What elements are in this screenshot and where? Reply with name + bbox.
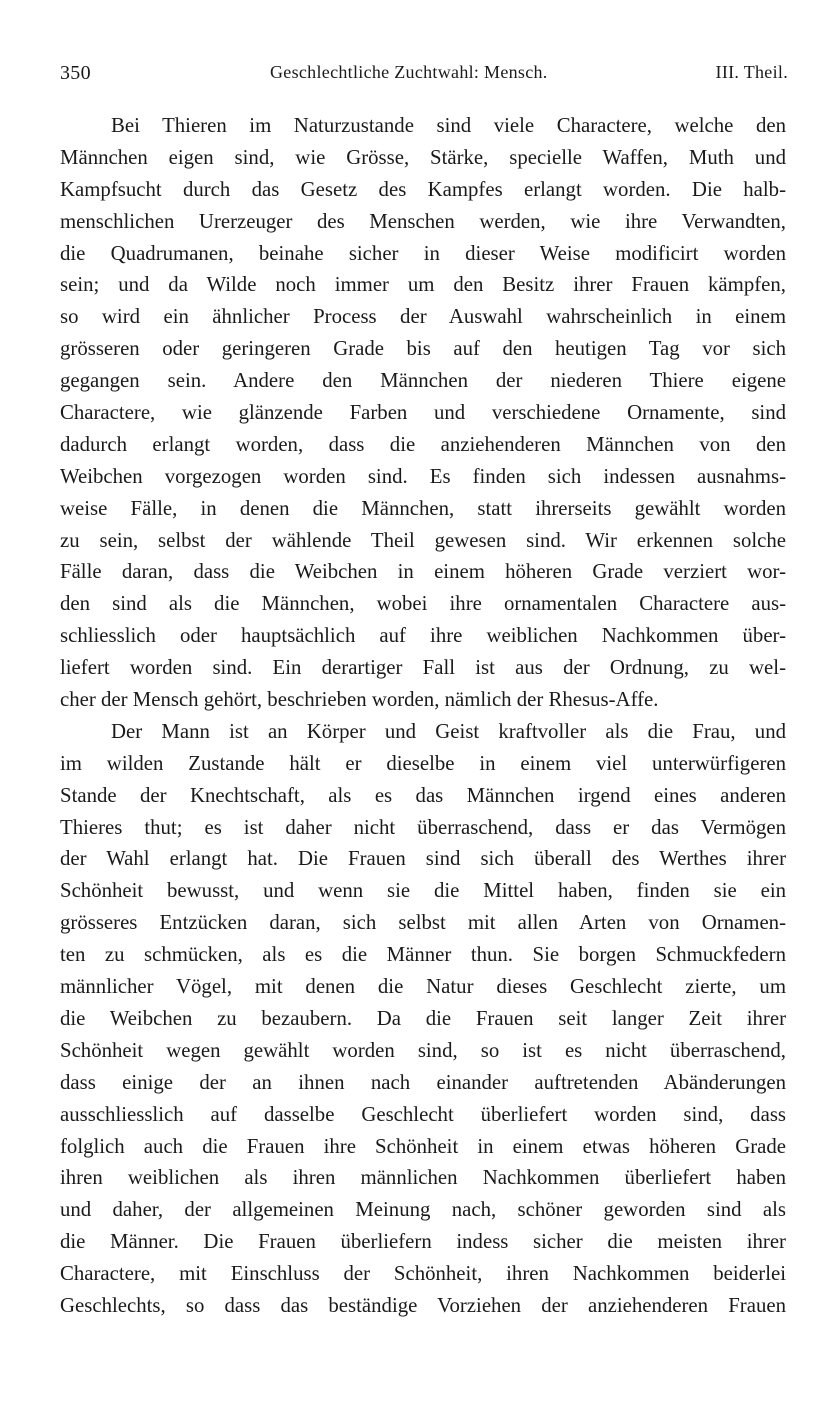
text-line: Charactere, mit Einschluss der Schönheit, ihren Nachkommen beiderlei	[60, 1262, 786, 1286]
text-line: Schönheit bewusst, und wenn sie die Mittel haben, finden sie ein	[60, 879, 786, 903]
text-line: folglich auch die Frauen ihre Schönheit in einem etwas höheren Grade	[60, 1134, 786, 1158]
text-line: und daher, der allgemeinen Meinung nach, schöner geworden sind als	[60, 1198, 786, 1222]
text-line: Bei Thieren im Naturzustande sind viele Charactere, welche den	[111, 114, 786, 137]
part-label: III. Theil.	[715, 62, 788, 82]
paragraph-2	[60, 716, 786, 1322]
text-line: zu sein, selbst der wählende Theil gewesen sind. Wir erkennen solche	[60, 528, 786, 552]
text-line: die Männer. Die Frauen überliefern indess sicher die meisten ihrer	[60, 1230, 786, 1254]
text-line: Thieres thut; es ist daher nicht überraschend, dass er das Vermögen	[60, 815, 786, 839]
text-line: ihren weiblichen als ihren männlichen Nachkommen überliefert haben	[60, 1166, 786, 1190]
text-line: Geschlechts, so dass das beständige Vorziehen der anziehenderen Frauen	[60, 1293, 786, 1317]
text-line: cher der Mensch gehört, beschrieben worden, nämlich der Rhesus-Affe.	[60, 688, 659, 712]
running-title: Geschlechtliche Zuchtwahl: Mensch.	[270, 62, 548, 82]
text-line: Kampfsucht durch das Gesetz des Kampfes erlangt worden. Die halb-	[60, 177, 786, 201]
text-line: dass einige der an ihnen nach einander auftretenden Abänderungen	[60, 1070, 786, 1094]
text-line: Männchen eigen sind, wie Grösse, Stärke, specielle Waffen, Muth und	[60, 145, 786, 169]
text-line: Stande der Knechtschaft, als es das Männchen irgend eines anderen	[60, 783, 786, 807]
body-text	[60, 110, 786, 1322]
text-line: ausschliesslich auf dasselbe Geschlecht überliefert worden sind, dass	[60, 1102, 786, 1126]
text-line: grösseren oder geringeren Grade bis auf den heutigen Tag vor sich	[60, 337, 786, 361]
running-head	[60, 62, 788, 88]
text-line: die Weibchen zu bezaubern. Da die Frauen seit langer Zeit ihrer	[60, 1006, 786, 1030]
text-line: im wilden Zustande hält er dieselbe in einem viel unterwürfigeren	[60, 751, 786, 775]
text-line: die Quadrumanen, beinahe sicher in dieser Weise modificirt worden	[60, 241, 786, 265]
text-line: menschlichen Urerzeuger des Menschen werden, wie ihre Verwandten,	[60, 209, 786, 233]
text-line: ten zu schmücken, als es die Männer thun. Sie borgen Schmuckfedern	[60, 943, 786, 967]
text-line: dadurch erlangt worden, dass die anziehenderen Männchen von den	[60, 432, 786, 456]
text-line: weise Fälle, in denen die Männchen, statt ihrerseits gewählt worden	[60, 496, 786, 520]
text-line: grösseres Entzücken daran, sich selbst mit allen Arten von Ornamen-	[60, 911, 786, 935]
text-line: Charactere, wie glänzende Farben und verschiedene Ornamente, sind	[60, 401, 786, 425]
text-line: sein; und da Wilde noch immer um den Besitz ihrer Frauen kämpfen,	[60, 273, 786, 297]
text-line: liefert worden sind. Ein derartiger Fall ist aus der Ordnung, zu wel-	[60, 656, 786, 680]
text-line: schliesslich oder hauptsächlich auf ihre weiblichen Nachkommen über-	[60, 624, 786, 648]
text-line: Weibchen vorgezogen worden sind. Es finden sich indessen ausnahms-	[60, 464, 786, 488]
text-line: so wird ein ähnlicher Process der Auswahl wahrscheinlich in einem	[60, 305, 786, 329]
text-line: männlicher Vögel, mit denen die Natur dieses Geschlecht zierte, um	[60, 975, 786, 999]
text-line: der Wahl erlangt hat. Die Frauen sind sich überall des Werthes ihrer	[60, 847, 786, 871]
paragraph-1	[60, 110, 786, 716]
text-line: Der Mann ist an Körper und Geist kraftvoller als die Frau, und	[111, 719, 786, 743]
text-line: Fälle daran, dass die Weibchen in einem höheren Grade verziert wor-	[60, 560, 786, 584]
text-line: gegangen sein. Andere den Männchen der niederen Thiere eigene	[60, 369, 786, 393]
text-line: Schönheit wegen gewählt worden sind, so ist es nicht überraschend,	[60, 1038, 786, 1062]
page-number: 350	[60, 62, 91, 84]
text-line: den sind als die Männchen, wobei ihre ornamentalen Charactere aus-	[60, 592, 786, 616]
